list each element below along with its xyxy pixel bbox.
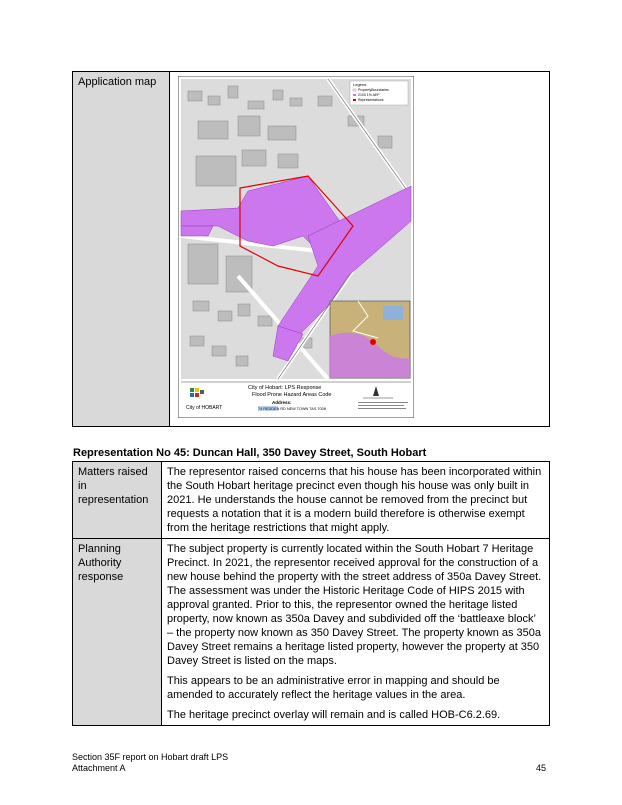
legend-item-2: 2100 1% AEP	[358, 93, 380, 97]
map-label-cell	[73, 72, 170, 427]
representation-heading: Representation No 45: Duncan Hall, 350 Davey Street, South Hobart	[73, 447, 427, 459]
paragraph: The representor raised concerns that his house has been incorporated within the South Hobart heritage precinct even though his house was only built in 2021. He understands the house cannot be removed from the precinct but requests a notation that it is a modern build therefore is otherwise exempt from the heritage restrictions that might apply.	[167, 466, 542, 534]
map-title-line1: City of Hobart: LPS Response	[248, 385, 322, 391]
representation-table	[72, 461, 550, 726]
legend-title: Legend	[353, 82, 367, 87]
row-label: Matters raised in representation	[73, 462, 162, 539]
address-label: Address:	[272, 400, 292, 405]
row-content	[162, 539, 550, 726]
legend-item-3: Representations	[358, 98, 384, 102]
paragraph: The heritage precinct overlay will remain and is called HOB-C6.2.69.	[167, 709, 501, 721]
application-map	[178, 76, 414, 418]
footer-line2: Attachment A	[72, 763, 126, 773]
legend-item-1: PropertyBoundaries	[358, 88, 389, 92]
logo-text: City of HOBART	[186, 405, 223, 411]
page-number: 45	[536, 763, 547, 773]
location-marker-icon	[370, 339, 376, 345]
paragraph: This appears to be an administrative error in mapping and should be amended to accurately reflect the heritage values in the area.	[167, 675, 500, 701]
map-table	[72, 71, 550, 427]
footer-line1: Section 35F report on Hobart draft LPS	[72, 752, 229, 762]
row-label: Planning Authority response	[73, 539, 162, 726]
map-label: Application map	[78, 76, 157, 88]
address-value: 74 REDDEN RD NEW TOWN TAS 7008	[258, 407, 326, 411]
row-content	[162, 462, 550, 539]
footer	[72, 752, 228, 774]
table-row	[73, 462, 550, 539]
table-row	[73, 539, 550, 726]
map-cell	[170, 72, 550, 427]
map-title-line2: Flood Prone Hazard Areas Code	[252, 392, 332, 398]
paragraph: The subject property is currently located within the South Hobart 7 Heritage Precinct. In 2021, the representor received approval for the construction of a new house behind the property with the street address of 350a Davey Street. The assessment was under the Historic Heritage Code of HIPS 2015 with approval granted. Prior to this, the representor owned the heritage listed property, now known as 350a Davey and subdivided off the ‘battleaxe block’ – the property now known as 350 Davey Street. The property known as 350a Davey Street remains a heritage listed property, however the property at 350 Davey Street is listed on the maps.	[167, 543, 542, 667]
